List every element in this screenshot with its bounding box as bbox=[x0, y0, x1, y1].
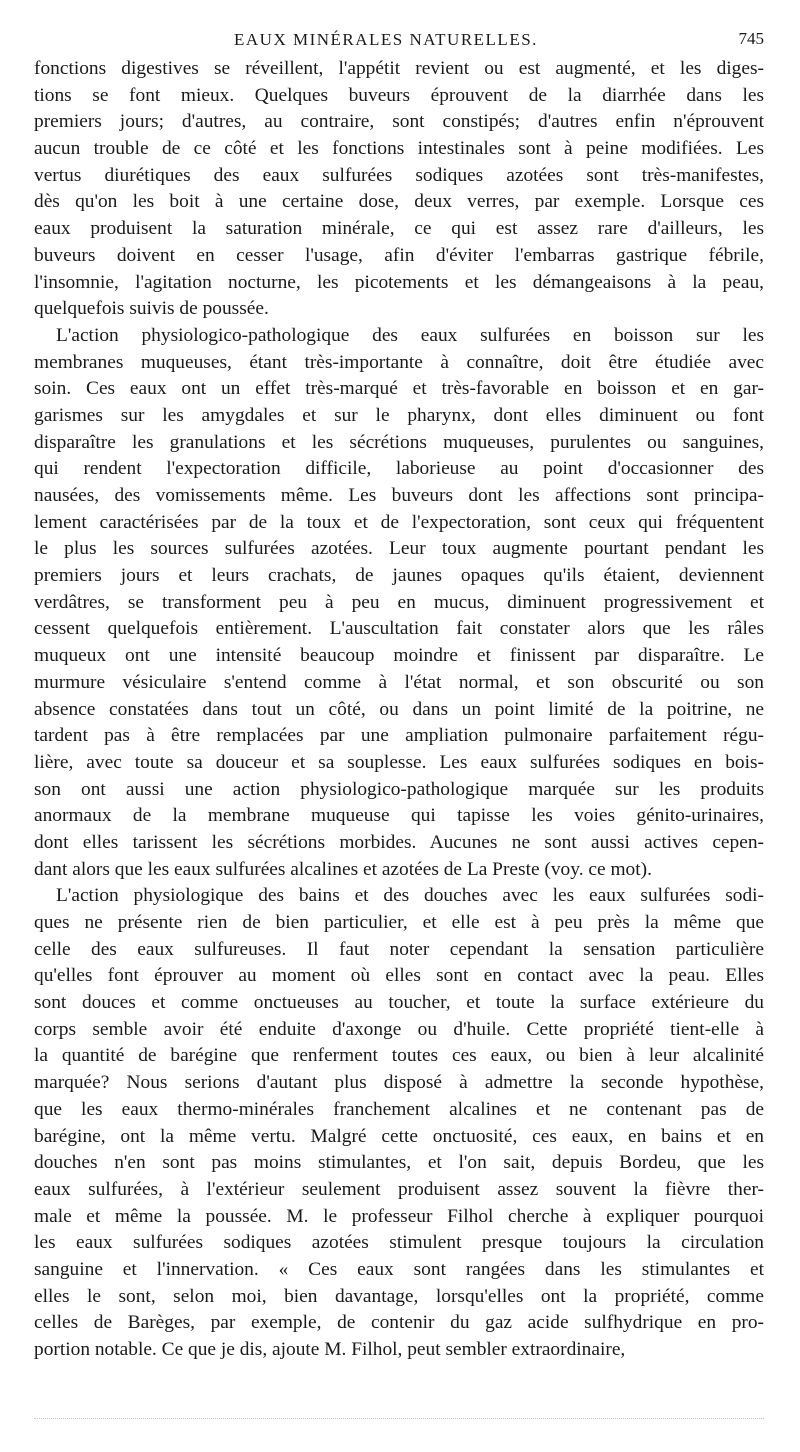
text-line: absence constatées dans tout un côté, ou dans un point limité de la poitrine, ne bbox=[34, 698, 764, 720]
text-line: l'insomnie, l'agitation nocturne, les picotements et les démangeaisons à la peau, bbox=[34, 271, 764, 293]
text-line: le plus les sources sulfurées azotées. Leur toux augmente pourtant pendant les bbox=[34, 538, 764, 560]
text-line: lement caractérisées par de la toux et de l'expectoration, sont ceux qui fréquentent bbox=[34, 511, 764, 533]
text-line: garismes sur les amygdales et sur le pharynx, dont elles diminuent ou font bbox=[34, 404, 764, 426]
text-line: douches n'en sont pas moins stimulantes, et l'on sait, depuis Bordeu, que les bbox=[34, 1152, 764, 1174]
page-number: 745 bbox=[738, 29, 764, 48]
text-line: L'action physiologico-pathologique des eaux sulfurées en boisson sur les bbox=[56, 324, 764, 346]
text-line: que les eaux thermo-minérales franchement alcalines et ne contenant pas de bbox=[34, 1098, 764, 1120]
running-header bbox=[34, 26, 764, 56]
text-line: quelquefois suivis de poussée. bbox=[34, 298, 269, 320]
text-line: aucun trouble de ce côté et les fonctions intestinales sont à peine modifiées. Les bbox=[34, 138, 764, 160]
text-line: cessent quelquefois entièrement. L'auscultation fait constater alors que les râles bbox=[34, 618, 764, 640]
text-line: corps semble avoir été enduite d'axonge ou d'huile. Cette propriété tient-elle à bbox=[34, 1018, 764, 1040]
text-line: barégine, ont la même vertu. Malgré cette onctuosité, ces eaux, en bains et en bbox=[34, 1125, 764, 1147]
text-line: son ont aussi une action physiologico-pathologique marquée sur les produits bbox=[34, 778, 764, 800]
book-page bbox=[34, 26, 764, 1364]
text-line: qu'elles font éprouver au moment où elles sont en contact avec la peau. Elles bbox=[34, 965, 764, 987]
text-line: tardent pas à être remplacées par une ampliation pulmonaire parfaitement régu- bbox=[34, 725, 764, 747]
page-bottom-rule bbox=[34, 1418, 764, 1419]
text-line: celles de Barèges, par exemple, de contenir du gaz acide sulfhydrique en pro- bbox=[34, 1312, 764, 1334]
text-line: premiers jours et leurs crachats, de jaunes opaques qu'ils étaient, deviennent bbox=[34, 565, 764, 587]
paragraph bbox=[34, 56, 764, 323]
text-line: anormaux de la membrane muqueuse qui tapisse les voies génito-urinaires, bbox=[34, 805, 764, 827]
text-line: disparaître les granulations et les sécrétions muqueuses, purulentes ou sanguines, bbox=[34, 431, 764, 453]
body-text bbox=[34, 56, 764, 1364]
text-line: premiers jours; d'autres, au contraire, sont constipés; d'autres enfin n'éprouvent bbox=[34, 111, 764, 133]
text-line: dant alors que les eaux sulfurées alcalines et azotées de La Preste (voy. ce mot). bbox=[34, 858, 652, 880]
text-line: qui rendent l'expectoration difficile, laborieuse au point d'occasionner des bbox=[34, 458, 764, 480]
text-line: membranes muqueuses, étant très-importante à connaître, doit être étudiée avec bbox=[34, 351, 764, 373]
text-line: portion notable. Ce que je dis, ajoute M. Filhol, peut sembler extraordinaire, bbox=[34, 1339, 626, 1360]
text-line: nausées, des vomissements même. Les buveurs dont les affections sont principa- bbox=[34, 485, 764, 506]
text-line: ques ne présente rien de bien particulier, et elle est à peu près la même que bbox=[34, 912, 764, 933]
text-line: soin. Ces eaux ont un effet très-marqué et très-favorable en boisson et en gar- bbox=[34, 378, 764, 400]
text-line: sont douces et comme onctueuses au toucher, et toute la surface extérieure du bbox=[34, 992, 764, 1014]
text-line: fonctions digestives se réveillent, l'appétit revient ou est augmenté, et les diges- bbox=[34, 58, 764, 79]
text-line: sanguine et l'innervation. « Ces eaux sont rangées dans les stimulantes et bbox=[34, 1258, 764, 1280]
text-line: dès qu'on les boit à une certaine dose, deux verres, par exemple. Lorsque ces bbox=[34, 191, 764, 213]
text-line: marquée? Nous serions d'autant plus disposé à admettre la seconde hypothèse, bbox=[34, 1072, 764, 1094]
text-line: L'action physiologique des bains et des douches avec les eaux sulfurées sodi- bbox=[56, 885, 764, 907]
text-line: male et même la poussée. M. le professeur Filhol cherche à expliquer pourquoi bbox=[34, 1205, 764, 1227]
text-line: vertus diurétiques des eaux sulfurées sodiques azotées sont très-manifestes, bbox=[34, 164, 764, 186]
text-line: lière, avec toute sa douceur et sa souplesse. Les eaux sulfurées sodiques en bois- bbox=[34, 751, 764, 773]
paragraph bbox=[34, 883, 764, 1363]
text-line: celle des eaux sulfureuses. Il faut noter cependant la sensation particulière bbox=[34, 938, 764, 960]
text-line: murmure vésiculaire s'entend comme à l'état normal, et son obscurité ou son bbox=[34, 671, 764, 693]
text-line: dont elles tarissent les sécrétions morbides. Aucunes ne sont aussi actives cepen- bbox=[34, 831, 764, 853]
text-line: elles le sont, selon moi, bien davantage, lorsqu'elles ont la propriété, comme bbox=[34, 1285, 764, 1307]
running-title: EAUX MINÉRALES NATURELLES. bbox=[234, 30, 538, 49]
text-line: les eaux sulfurées sodiques azotées stimulent presque toujours la circulation bbox=[34, 1232, 764, 1254]
text-line: tions se font mieux. Quelques buveurs éprouvent de la diarrhée dans les bbox=[34, 84, 764, 106]
text-line: muqueux ont une intensité beaucoup moindre et finissent par disparaître. Le bbox=[34, 645, 764, 667]
paragraph bbox=[34, 323, 764, 883]
text-line: eaux sulfurées, à l'extérieur seulement produisent assez souvent la fièvre ther- bbox=[34, 1178, 764, 1200]
text-line: eaux produisent la saturation minérale, ce qui est assez rare d'ailleurs, les bbox=[34, 218, 764, 240]
text-line: buveurs doivent en cesser l'usage, afin d'éviter l'embarras gastrique fébrile, bbox=[34, 244, 764, 266]
text-line: verdâtres, se transforment peu à peu en mucus, diminuent progressivement et bbox=[34, 591, 764, 613]
text-line: la quantité de barégine que renferment toutes ces eaux, ou bien à leur alcalinité bbox=[34, 1045, 764, 1067]
